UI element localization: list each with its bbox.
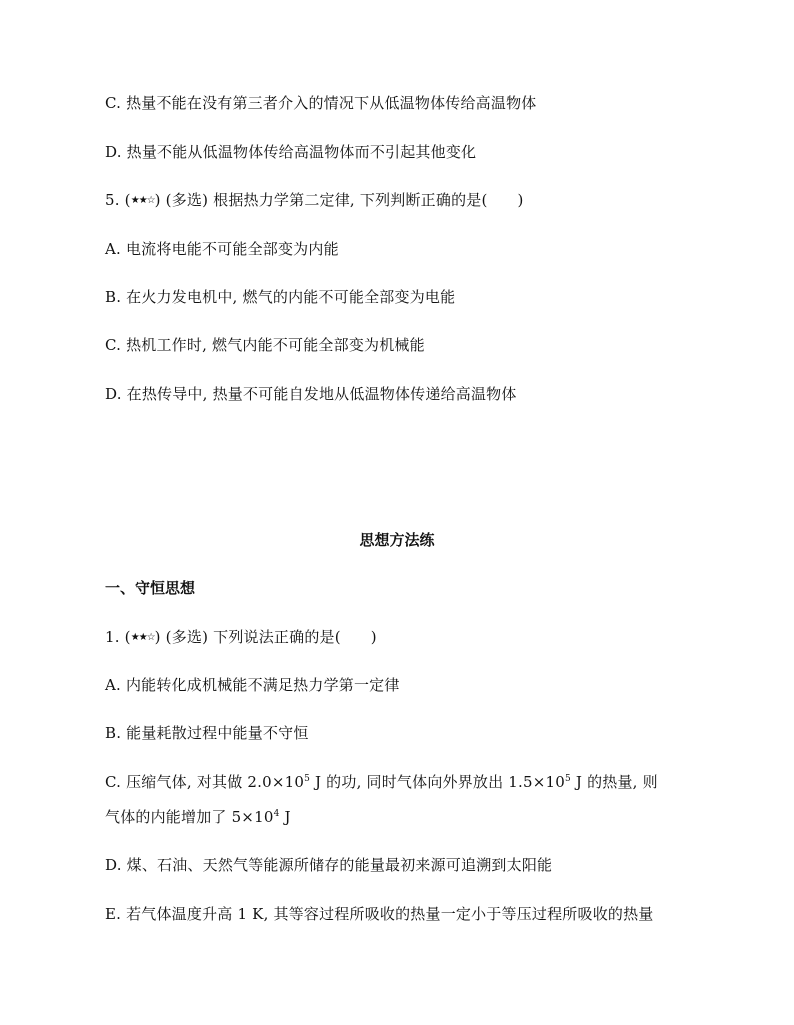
option-c-text-1: C. 压缩气体, 对其做 2.0×10 — [105, 773, 305, 791]
option-d-prev: D. 热量不能从低温物体传给高温物体而不引起其他变化 — [105, 143, 477, 161]
option-c-prev: C. 热量不能在没有第三者介入的情况下从低温物体传给高温物体 — [105, 94, 537, 112]
difficulty-stars-icon: ★★☆ — [130, 195, 155, 206]
question-number: 1. ( — [105, 628, 131, 646]
subsection-title: 一、守恒思想 — [105, 579, 196, 597]
option-a: A. 内能转化成机械能不满足热力学第一定律 — [105, 676, 400, 694]
exponent: 5 — [304, 774, 311, 784]
option-e: E. 若气体温度升高 1 K, 其等容过程所吸收的热量一定小于等压过程所吸收的热量 — [105, 905, 654, 923]
question-number: 5. ( — [105, 191, 131, 209]
option-c-text-4: 气体的内能增加了 5×10 — [105, 808, 274, 826]
exponent: 4 — [273, 809, 280, 819]
question-1-stem — [105, 626, 377, 649]
option-b: B. 在火力发电机中, 燃气的内能不可能全部变为电能 — [105, 288, 456, 306]
option-c-text-2: J 的功, 同时气体向外界放出 1.5×10 — [310, 773, 565, 791]
question-text: ) (多选) 根据热力学第二定律, 下列判断正确的是( — [154, 191, 488, 209]
option-c-line-1 — [105, 771, 658, 793]
option-a: A. 电流将电能不可能全部变为内能 — [105, 240, 339, 258]
option-c-line-2 — [105, 806, 291, 828]
option-b: B. 能量耗散过程中能量不守恒 — [105, 724, 309, 742]
close-paren: ) — [370, 628, 377, 646]
option-c-text-3: J 的热量, 则 — [570, 773, 658, 791]
exponent: 5 — [565, 774, 571, 784]
question-text: ) (多选) 下列说法正确的是( — [154, 628, 341, 646]
option-d: D. 在热传导中, 热量不可能自发地从低温物体传递给高温物体 — [105, 385, 517, 403]
option-c-text-5: J — [279, 808, 291, 826]
section-title: 思想方法练 — [359, 531, 435, 549]
question-5-stem — [105, 189, 524, 212]
option-d: D. 煤、石油、天然气等能源所储存的能量最初来源可追溯到太阳能 — [105, 856, 553, 874]
difficulty-stars-icon: ★★☆ — [130, 632, 155, 643]
close-paren: ) — [517, 191, 524, 209]
option-c: C. 热机工作时, 燃气内能不可能全部变为机械能 — [105, 336, 425, 354]
